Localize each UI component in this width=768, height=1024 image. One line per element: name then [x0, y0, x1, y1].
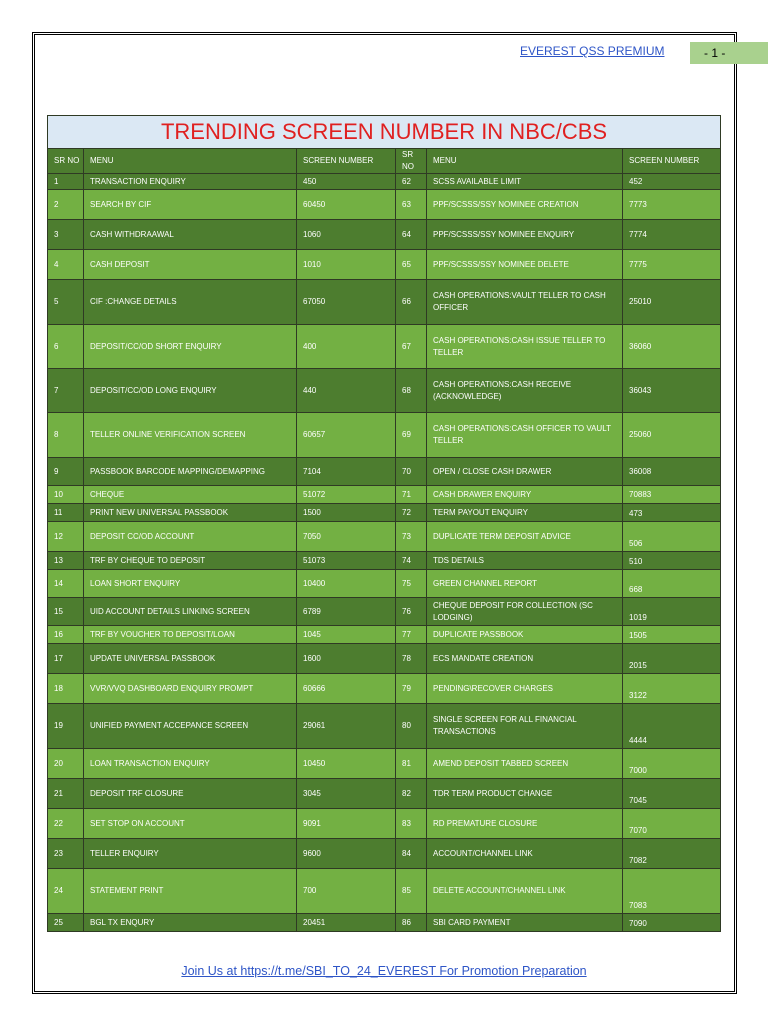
screen-number-cell: 7090	[623, 914, 721, 932]
screen-number-cell: 400	[297, 325, 396, 369]
menu-cell: DEPOSIT/CC/OD LONG ENQUIRY	[84, 369, 297, 413]
menu-cell: TERM PAYOUT ENQUIRY	[427, 504, 623, 522]
table-row	[48, 174, 721, 190]
screen-number-cell: 51073	[297, 552, 396, 570]
screen-number-cell: 7774	[623, 220, 721, 250]
sr-no-cell: 72	[396, 504, 427, 522]
menu-cell: UPDATE UNIVERSAL PASSBOOK	[84, 644, 297, 674]
screen-number-cell: 506	[623, 522, 721, 552]
screen-number-cell: 3045	[297, 779, 396, 809]
menu-cell: TRF BY VOUCHER TO DEPOSIT/LOAN	[84, 626, 297, 644]
sr-no-cell: 25	[48, 914, 84, 932]
sr-no-cell: 77	[396, 626, 427, 644]
menu-cell: CASH OPERATIONS:VAULT TELLER TO CASH OFFICER	[427, 280, 623, 325]
table-row	[48, 325, 721, 369]
screen-number-cell: 7045	[623, 779, 721, 809]
sr-no-cell: 75	[396, 570, 427, 598]
menu-cell: DELETE ACCOUNT/CHANNEL LINK	[427, 869, 623, 914]
screen-number-cell: 36043	[623, 369, 721, 413]
sr-no-cell: 80	[396, 704, 427, 749]
header-menu-left: MENU	[84, 149, 297, 174]
menu-cell: ECS MANDATE CREATION	[427, 644, 623, 674]
table-row	[48, 809, 721, 839]
sr-no-cell: 85	[396, 869, 427, 914]
table-row	[48, 779, 721, 809]
sr-no-cell: 74	[396, 552, 427, 570]
screen-number-cell: 25060	[623, 413, 721, 458]
screen-number-cell: 9091	[297, 809, 396, 839]
header-sr-no-left: SR NO	[48, 149, 84, 174]
screen-number-cell: 25010	[623, 280, 721, 325]
screen-number-cell: 1500	[297, 504, 396, 522]
menu-cell: BGL TX ENQURY	[84, 914, 297, 932]
sr-no-cell: 23	[48, 839, 84, 869]
sr-no-cell: 4	[48, 250, 84, 280]
sr-no-cell: 16	[48, 626, 84, 644]
screen-number-cell: 7104	[297, 458, 396, 486]
footer-link[interactable]: Join Us at https://t.me/SBI_TO_24_EVEREST For Promotion Preparation	[181, 964, 587, 978]
screen-number-table-wrap	[47, 115, 720, 932]
screen-number-table	[47, 115, 721, 932]
menu-cell: VVR/VVQ DASHBOARD ENQUIRY PROMPT	[84, 674, 297, 704]
screen-number-cell: 510	[623, 552, 721, 570]
table-row	[48, 674, 721, 704]
menu-cell: DUPLICATE PASSBOOK	[427, 626, 623, 644]
sr-no-cell: 15	[48, 598, 84, 626]
sr-no-cell: 67	[396, 325, 427, 369]
sr-no-cell: 17	[48, 644, 84, 674]
sr-no-cell: 13	[48, 552, 84, 570]
header-screen-number-left: SCREEN NUMBER	[297, 149, 396, 174]
screen-number-cell: 10400	[297, 570, 396, 598]
menu-cell: CASH OPERATIONS:CASH RECEIVE (ACKNOWLEDGE)	[427, 369, 623, 413]
screen-number-cell: 9600	[297, 839, 396, 869]
sr-no-cell: 82	[396, 779, 427, 809]
menu-cell: TDS DETAILS	[427, 552, 623, 570]
menu-cell: ACCOUNT/CHANNEL LINK	[427, 839, 623, 869]
sr-no-cell: 6	[48, 325, 84, 369]
menu-cell: SCSS AVAILABLE LIMIT	[427, 174, 623, 190]
table-row	[48, 190, 721, 220]
sr-no-cell: 81	[396, 749, 427, 779]
sr-no-cell: 3	[48, 220, 84, 250]
menu-cell: RD PREMATURE CLOSURE	[427, 809, 623, 839]
sr-no-cell: 69	[396, 413, 427, 458]
menu-cell: CASH DEPOSIT	[84, 250, 297, 280]
menu-cell: PPF/SCSSS/SSY NOMINEE ENQUIRY	[427, 220, 623, 250]
screen-number-cell: 7773	[623, 190, 721, 220]
sr-no-cell: 78	[396, 644, 427, 674]
sr-no-cell: 19	[48, 704, 84, 749]
table-row	[48, 369, 721, 413]
header-link[interactable]: EVEREST QSS PREMIUM	[520, 44, 665, 58]
menu-cell: SINGLE SCREEN FOR ALL FINANCIAL TRANSACTIONS	[427, 704, 623, 749]
table-row	[48, 458, 721, 486]
table-row	[48, 570, 721, 598]
menu-cell: TDR TERM PRODUCT CHANGE	[427, 779, 623, 809]
table-row	[48, 413, 721, 458]
menu-cell: PRINT NEW UNIVERSAL PASSBOOK	[84, 504, 297, 522]
screen-number-cell: 7000	[623, 749, 721, 779]
sr-no-cell: 86	[396, 914, 427, 932]
table-row	[48, 280, 721, 325]
sr-no-cell: 14	[48, 570, 84, 598]
menu-cell: TRANSACTION ENQUIRY	[84, 174, 297, 190]
sr-no-cell: 68	[396, 369, 427, 413]
table-title: TRENDING SCREEN NUMBER IN NBC/CBS	[48, 116, 721, 149]
screen-number-cell: 440	[297, 369, 396, 413]
menu-cell: CHEQUE DEPOSIT FOR COLLECTION (SC LODGING)	[427, 598, 623, 626]
sr-no-cell: 71	[396, 486, 427, 504]
screen-number-cell: 20451	[297, 914, 396, 932]
sr-no-cell: 10	[48, 486, 84, 504]
screen-number-cell: 7775	[623, 250, 721, 280]
menu-cell: CASH OPERATIONS:CASH OFFICER TO VAULT TELLER	[427, 413, 623, 458]
sr-no-cell: 76	[396, 598, 427, 626]
table-row	[48, 598, 721, 626]
screen-number-cell: 700	[297, 869, 396, 914]
sr-no-cell: 63	[396, 190, 427, 220]
sr-no-cell: 18	[48, 674, 84, 704]
screen-number-cell: 452	[623, 174, 721, 190]
table-row	[48, 504, 721, 522]
menu-cell: OPEN / CLOSE CASH DRAWER	[427, 458, 623, 486]
sr-no-cell: 2	[48, 190, 84, 220]
menu-cell: AMEND DEPOSIT TABBED SCREEN	[427, 749, 623, 779]
table-row	[48, 914, 721, 932]
sr-no-cell: 65	[396, 250, 427, 280]
menu-cell: TRF BY CHEQUE TO DEPOSIT	[84, 552, 297, 570]
sr-no-cell: 7	[48, 369, 84, 413]
screen-number-cell: 60666	[297, 674, 396, 704]
screen-number-cell: 1505	[623, 626, 721, 644]
table-row	[48, 704, 721, 749]
screen-number-cell: 6789	[297, 598, 396, 626]
table-row	[48, 644, 721, 674]
menu-cell: STATEMENT PRINT	[84, 869, 297, 914]
screen-number-cell: 51072	[297, 486, 396, 504]
menu-cell: UNIFIED PAYMENT ACCEPANCE SCREEN	[84, 704, 297, 749]
screen-number-cell: 36008	[623, 458, 721, 486]
screen-number-cell: 1019	[623, 598, 721, 626]
table-row	[48, 839, 721, 869]
screen-number-cell: 29061	[297, 704, 396, 749]
menu-cell: UID ACCOUNT DETAILS LINKING SCREEN	[84, 598, 297, 626]
menu-cell: PASSBOOK BARCODE MAPPING/DEMAPPING	[84, 458, 297, 486]
menu-cell: GREEN CHANNEL REPORT	[427, 570, 623, 598]
header-menu-right: MENU	[427, 149, 623, 174]
sr-no-cell: 70	[396, 458, 427, 486]
sr-no-cell: 5	[48, 280, 84, 325]
menu-cell: SBI CARD PAYMENT	[427, 914, 623, 932]
screen-number-cell: 67050	[297, 280, 396, 325]
menu-cell: DEPOSIT/CC/OD SHORT ENQUIRY	[84, 325, 297, 369]
table-row	[48, 522, 721, 552]
screen-number-cell: 10450	[297, 749, 396, 779]
sr-no-cell: 9	[48, 458, 84, 486]
menu-cell: LOAN TRANSACTION ENQUIRY	[84, 749, 297, 779]
screen-number-cell: 3122	[623, 674, 721, 704]
screen-number-cell: 60450	[297, 190, 396, 220]
sr-no-cell: 24	[48, 869, 84, 914]
menu-cell: SET STOP ON ACCOUNT	[84, 809, 297, 839]
screen-number-cell: 7070	[623, 809, 721, 839]
menu-cell: DEPOSIT TRF CLOSURE	[84, 779, 297, 809]
table-row	[48, 869, 721, 914]
menu-cell: TELLER ONLINE VERIFICATION SCREEN	[84, 413, 297, 458]
sr-no-cell: 79	[396, 674, 427, 704]
screen-number-cell: 1045	[297, 626, 396, 644]
menu-cell: CASH DRAWER ENQUIRY	[427, 486, 623, 504]
screen-number-cell: 450	[297, 174, 396, 190]
table-row	[48, 220, 721, 250]
table-header-row	[48, 149, 721, 174]
screen-number-cell: 60657	[297, 413, 396, 458]
menu-cell: PPF/SCSSS/SSY NOMINEE CREATION	[427, 190, 623, 220]
screen-number-cell: 1600	[297, 644, 396, 674]
menu-cell: TELLER ENQUIRY	[84, 839, 297, 869]
menu-cell: CASH WITHDRAAWAL	[84, 220, 297, 250]
sr-no-cell: 84	[396, 839, 427, 869]
sr-no-cell: 8	[48, 413, 84, 458]
page-number: - 1 -	[690, 42, 768, 64]
screen-number-cell: 7083	[623, 869, 721, 914]
menu-cell: CASH OPERATIONS:CASH ISSUE TELLER TO TELLER	[427, 325, 623, 369]
screen-number-cell: 668	[623, 570, 721, 598]
sr-no-cell: 1	[48, 174, 84, 190]
screen-number-cell: 1010	[297, 250, 396, 280]
table-row	[48, 250, 721, 280]
sr-no-cell: 83	[396, 809, 427, 839]
screen-number-cell: 36060	[623, 325, 721, 369]
sr-no-cell: 64	[396, 220, 427, 250]
screen-number-cell: 4444	[623, 704, 721, 749]
menu-cell: LOAN SHORT ENQUIRY	[84, 570, 297, 598]
sr-no-cell: 22	[48, 809, 84, 839]
sr-no-cell: 21	[48, 779, 84, 809]
screen-number-cell: 2015	[623, 644, 721, 674]
screen-number-cell: 7050	[297, 522, 396, 552]
screen-number-cell: 473	[623, 504, 721, 522]
sr-no-cell: 12	[48, 522, 84, 552]
header-sr-no-right: SR NO	[396, 149, 427, 174]
menu-cell: PENDING\RECOVER CHARGES	[427, 674, 623, 704]
screen-number-cell: 70883	[623, 486, 721, 504]
table-row	[48, 749, 721, 779]
screen-number-cell: 7082	[623, 839, 721, 869]
menu-cell: DUPLICATE TERM DEPOSIT ADVICE	[427, 522, 623, 552]
menu-cell: CHEQUE	[84, 486, 297, 504]
sr-no-cell: 11	[48, 504, 84, 522]
menu-cell: DEPOSIT CC/OD ACCOUNT	[84, 522, 297, 552]
screen-number-cell: 1060	[297, 220, 396, 250]
menu-cell: SEARCH BY CIF	[84, 190, 297, 220]
table-row	[48, 486, 721, 504]
table-row	[48, 552, 721, 570]
sr-no-cell: 20	[48, 749, 84, 779]
sr-no-cell: 62	[396, 174, 427, 190]
sr-no-cell: 66	[396, 280, 427, 325]
menu-cell: PPF/SCSSS/SSY NOMINEE DELETE	[427, 250, 623, 280]
header-screen-number-right: SCREEN NUMBER	[623, 149, 721, 174]
table-row	[48, 626, 721, 644]
menu-cell: CIF :CHANGE DETAILS	[84, 280, 297, 325]
sr-no-cell: 73	[396, 522, 427, 552]
